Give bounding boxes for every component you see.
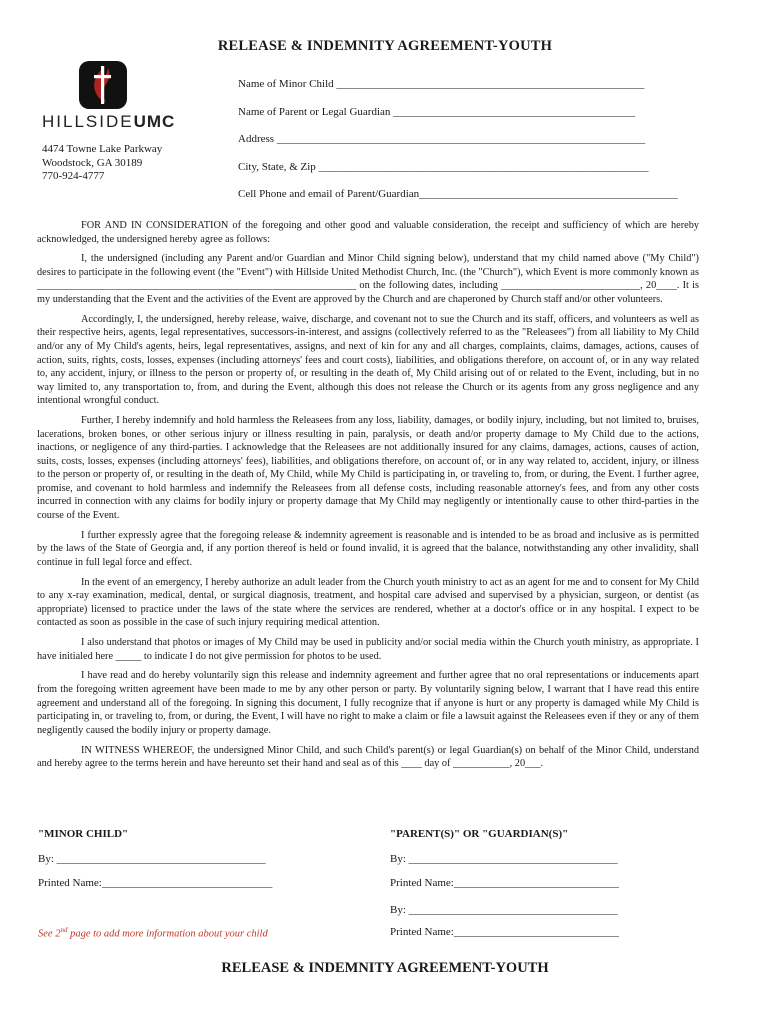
cross-flame-logo-icon [78, 60, 128, 110]
church-street: 4474 Towne Lake Parkway [42, 143, 163, 155]
note-post: page to add more information about your child [67, 928, 268, 940]
agreement-body [37, 219, 699, 777]
parent2-signature-line[interactable]: By: ______________________________________ [390, 904, 618, 916]
footer-title: RELEASE & INDEMNITY AGREEMENT-YOUTH [221, 960, 549, 976]
parent2-printed-name-line[interactable]: Printed Name:______________________________ [390, 926, 619, 938]
paragraph-emergency: In the event of an emergency, I hereby authorize an adult leader from the Church youth ministry to act as an agent for me and to consent for My Child to any x-ray examination, medical, dental, or surgical diagnosis, treatment, and hospital care advised and supervised by a physician, surgeon, or dentist (as appropriate) licensed to practice under the laws of the state where the services are rendered, whether at a doctor's office or in any hospital. I expect to be contacted as soon as possible in the case of such injury requiring medical attention. [37, 576, 699, 629]
address-field[interactable]: Address ___________________________________________________________________ [238, 133, 646, 145]
paragraph-event: I, the undersigned (including any Parent and/or Guardian and Minor Child signing below), understand that my child named above ("My Child") desires to participate in the following event (the "Event") with Hillside United Methodist Church, Inc. (the "Church"), which Event is more commonly known as ______________________________________________________________ on the following dates, including ___________________________, 20____. It is my understanding that the Event and the activities of the Event are approved by the Church and are chaperoned by Church staff and/or other volunteers. [37, 253, 699, 306]
church-city: Woodstock, GA 30189 [42, 156, 143, 169]
note-sup: nd [60, 926, 68, 934]
minor-child-heading: "MINOR CHILD" [38, 828, 129, 840]
minor-child-name-field[interactable]: Name of Minor Child ________________________________________________________ [238, 78, 645, 90]
church-address [42, 143, 162, 184]
church-logo-wordmark [42, 112, 175, 132]
second-page-note [38, 926, 268, 940]
minor-printed-name-line[interactable]: Printed Name:_______________________________ [38, 877, 273, 889]
minor-signature-line[interactable]: By: ______________________________________ [38, 853, 266, 865]
paragraph-indemnify: Further, I hereby indemnify and hold harmless the Releasees from any loss, liability, damages, or bodily injury, including, but not limited to, bruises, lacerations, broken bones, or other serious injury or illness resulting in pain, paralysis, or death and/or property damage to My Child due to the actions, inactions, or negligence of any third-parties. I acknowledge that the Releasees are not additionally insured for any claims, damages, actions, causes of action, suits, costs, losses, expenses (including attorneys' fees), liabilities, and obligations therefore, on account of, or in any way related to, accident, injury, or illness to the person or property of, or resulting in the death of, My Child, while My Child is participating in, or traveling to, from, or during, the Event. I further agree, promise, and covenant to hold harmless and indemnify the Releasees from all defense costs, including reasonable attorney's fees, and from any other costs incurred in connection with any claims for bodily injury or property damage that My Child may negligently or intentionally cause to other third-parties in the course of the Event. [37, 415, 699, 521]
logo-word-bold: UMC [133, 112, 176, 131]
paragraph-consideration: FOR AND IN CONSIDERATION of the foregoing and other good and valuable consideration, the receipt and sufficiency of which are hereby acknowledged, the undersigned hereby agree as follows: [37, 220, 699, 245]
parent-guardian-name-field[interactable]: Name of Parent or Legal Guardian ____________________________________________ [238, 106, 636, 118]
paragraph-photos: I also understand that photos or images of My Child may be used in publicity and/or social media within the Church youth ministry, as appropriate. I have initialed here _____ to indicate I do not give permission for photos to be used. [37, 637, 699, 662]
parent-guardian-heading: "PARENT(S)" OR "GUARDIAN(S)" [390, 828, 569, 840]
paragraph-release: Accordingly, I, the undersigned, hereby release, waive, discharge, and covenant not to sue the Church and its staff, officers, and volunteers as well as their respective heirs, agents, legal representatives, successors-in-interest, and assigns (collectively referred to as the "Releasees") from all liability to My Child and/or any of My Child's agents, heirs, legal representatives, assigns, and next of kin for any and all charges, complaints, claims, damages, actions, causes of action, suits, rights, costs, losses, expenses (including attorneys' fees and court costs), liabilities, and obligations therefore, on account of, or in any way related to, any accident, injury, or illness to the person or property of, or resulting in the death of, My Child arising out of or related to the Event, including, but in no way limited to, any transportation to, from, and during the Event, although this does not release the Church or its agents from any gross negligence and any intentional wrongful conduct. [37, 313, 699, 407]
logo-word-light: HILLSIDE [42, 112, 134, 131]
paragraph-witness: IN WITNESS WHEREOF, the undersigned Minor Child, and such Child's parent(s) or legal Guardian(s) on behalf of the Minor Child, understand and hereby agree to the terms herein and have hereunto set their hand and seal as of this ____ day of ___________, 20___. [37, 744, 699, 770]
parent1-signature-line[interactable]: By: ______________________________________ [390, 853, 618, 865]
note-pre: See 2 [38, 928, 61, 940]
cell-email-field[interactable]: Cell Phone and email of Parent/Guardian_______________________________________________ [238, 188, 678, 200]
paragraph-voluntary: I have read and do hereby voluntarily sign this release and indemnity agreement and further agree that no oral representations or inducements apart from the foregoing written agreement have been made to me by any other person or party. By voluntarily signing below, I warrant that I have read this entire agreement and understand all of the foregoing. In signing this document, I fully recognize that if anyone is hurt or any property is damaged while My Child is participating in, or traveling to, from, or during, the Event, I will have no right to make a claim or file a lawsuit against the Releasees even if they or any of them negligently caused the bodily injury or property damage. [37, 670, 699, 736]
document-title: RELEASE & INDEMNITY AGREEMENT-YOUTH [217, 38, 553, 54]
city-state-zip-field[interactable]: City, State, & Zip ____________________________________________________________ [238, 161, 649, 173]
parent1-printed-name-line[interactable]: Printed Name:______________________________ [390, 877, 619, 889]
church-phone: 770-924-4777 [42, 170, 105, 182]
paragraph-reasonable: I further expressly agree that the foregoing release & indemnity agreement is reasonable and is intended to be as broad and inclusive as is permitted by the laws of the State of Georgia and, if any portion thereof is held or found invalid, it is agreed that the balance, notwithstanding any other invalidity, shall continue in full legal force and effect. [37, 529, 699, 568]
